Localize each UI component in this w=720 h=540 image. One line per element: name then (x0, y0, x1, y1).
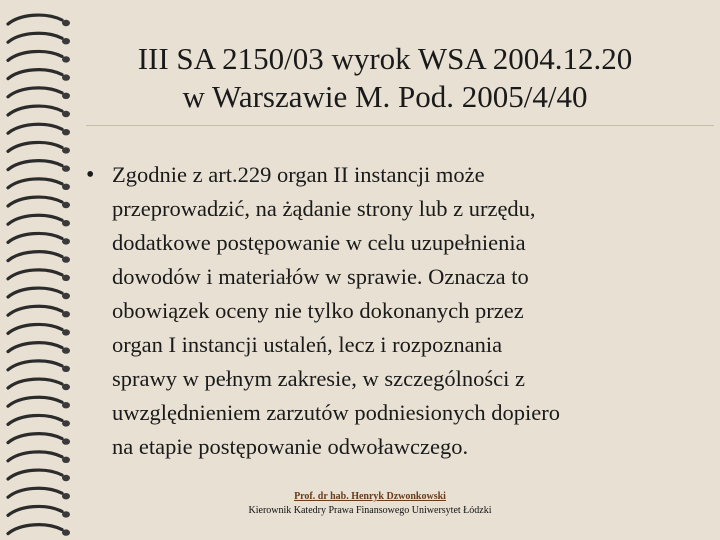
slide-title (85, 40, 685, 116)
bullet-line: na etapie postępowanie odwoławczego. (112, 434, 469, 459)
binding-ring (8, 452, 62, 461)
bullet-line: Zgodnie z art.229 organ II instancji może (112, 162, 485, 187)
binding-hole (62, 402, 70, 408)
binding-ring (8, 343, 62, 352)
binding-ring (8, 179, 62, 188)
binding-hole (62, 511, 70, 517)
binding-hole (62, 420, 70, 426)
binding-ring (8, 525, 62, 534)
binding-hole (62, 384, 70, 390)
title-line-2: w Warszawie M. Pod. 2005/4/40 (182, 79, 588, 114)
binding-hole (62, 347, 70, 353)
bullet-line: obowiązek oceny nie tylko dokonanych przez (112, 298, 524, 323)
binding-ring (8, 33, 62, 42)
binding-ring (8, 124, 62, 133)
bullet-line: organ I instancji ustaleń, lecz i rozpoznania (112, 332, 503, 357)
binding-ring (8, 197, 62, 206)
binding-hole (62, 457, 70, 463)
binding-hole (62, 529, 70, 535)
title-line-1: III SA 2150/03 wyrok WSA 2004.12.20 (137, 41, 633, 76)
bullet-line: uwzględnieniem zarzutów podniesionych dopiero (112, 400, 560, 425)
footer-affiliation: Kierownik Katedry Prawa Finansowego Uniwersytet Łódzki (248, 505, 492, 516)
binding-hole (62, 311, 70, 317)
bullet-text (112, 158, 686, 464)
binding-ring (8, 488, 62, 497)
binding-hole (62, 20, 70, 26)
binding-hole (62, 329, 70, 335)
title-divider (86, 125, 714, 126)
binding-ring (8, 106, 62, 115)
bullet-line: przeprowadzić, na żądanie strony lub z urzędu, (112, 196, 536, 221)
binding-hole (62, 184, 70, 190)
binding-hole (62, 129, 70, 135)
binding-hole (62, 238, 70, 244)
binding-ring (8, 506, 62, 515)
slide-footer (210, 490, 530, 518)
binding-hole (62, 438, 70, 444)
binding-hole (62, 56, 70, 62)
binding-ring (8, 161, 62, 170)
footer-author-link[interactable]: Prof. dr hab. Henryk Dzwonkowski (294, 491, 446, 502)
bullet-line: sprawy w pełnym zakresie, w szczególności z (112, 366, 525, 391)
binding-hole (62, 165, 70, 171)
binding-ring (8, 361, 62, 370)
bullet-line: dowodów i materiałów w sprawie. Oznacza to (112, 264, 529, 289)
binding-ring (8, 233, 62, 242)
binding-ring (8, 288, 62, 297)
binding-hole (62, 275, 70, 281)
binding-ring (8, 142, 62, 151)
binding-hole (62, 74, 70, 80)
binding-ring (8, 215, 62, 224)
binding-ring (8, 415, 62, 424)
bullet-marker: • (86, 162, 95, 188)
binding-ring (8, 88, 62, 97)
binding-hole (62, 202, 70, 208)
binding-hole (62, 220, 70, 226)
binding-hole (62, 475, 70, 481)
binding-ring (8, 15, 62, 24)
binding-hole (62, 256, 70, 262)
binding-ring (8, 51, 62, 60)
binding-hole (62, 93, 70, 99)
binding-ring (8, 470, 62, 479)
binding-hole (62, 111, 70, 117)
binding-hole (62, 293, 70, 299)
binding-ring (8, 70, 62, 79)
binding-hole (62, 366, 70, 372)
binding-ring (8, 252, 62, 261)
binding-ring (8, 434, 62, 443)
spiral-binding-icon (0, 0, 80, 540)
binding-ring (8, 306, 62, 315)
binding-ring (8, 379, 62, 388)
binding-hole (62, 38, 70, 44)
binding-hole (62, 493, 70, 499)
binding-hole (62, 147, 70, 153)
binding-ring (8, 324, 62, 333)
binding-ring (8, 397, 62, 406)
binding-ring (8, 270, 62, 279)
bullet-line: dodatkowe postępowanie w celu uzupełnienia (112, 230, 526, 255)
bullet-item (86, 158, 686, 464)
